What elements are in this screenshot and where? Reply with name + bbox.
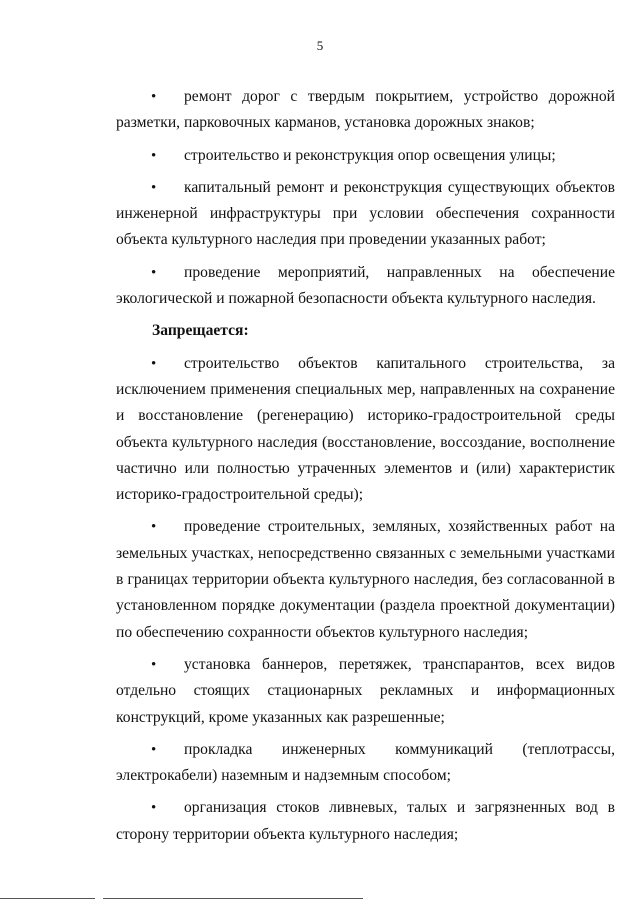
list-item [116,260,615,313]
list-item [116,737,615,790]
list-item [116,175,615,254]
list-item [116,514,615,645]
list-item [116,143,615,169]
list-item-text: проведение мероприятий, направленных на обеспечение экологической и пожарной безопасности объекта культурного наследия. [116,263,615,308]
list-item [116,795,615,848]
rule-segment [0,898,95,899]
list-item [116,652,615,731]
bullet-icon: • [151,179,157,196]
section-heading-prohibited: Запрещается: [152,322,249,340]
list-item-text: ремонт дорог с твердым покрытием, устройство дорожной разметки, парковочных карманов, установка дорожных знаков; [116,88,615,132]
bullet-icon: • [151,264,157,281]
list-item-text: строительство и реконструкция опор освещения улицы; [184,146,556,164]
list-item [116,351,615,509]
list-item-text: строительство объектов капитального строительства, за исключением применения специальных мер, направленных на сохранение и восстановление (регенерацию) историко-градостроительной среды объекта культурного наследия (восстановление, воссоздание, восполнение частично или полностью утраченных элементов и (или) характеристик историко-градостроительной среды); [116,354,615,504]
bullet-icon: • [151,355,157,372]
bullet-icon: • [151,89,157,105]
page-bottom-rule [0,898,640,899]
list-item-text: капитальный ремонт и реконструкция существующих объектов инженерной инфраструктуры при условии обеспечения сохранности объекта культурного наследия при проведении указанных работ; [116,178,615,249]
list-item-text: прокладка инженерных коммуникаций (теплотрассы, электрокабели) наземным и надземным способом; [116,740,615,785]
bullet-icon: • [151,800,157,817]
document-body [116,84,615,854]
list-item-text: проведение строительных, земляных, хозяйственных работ на земельных участках, непосредственно связанных с земельными участками в границах территории объекта культурного наследия, без согласованной в установленном порядке документации (раздела проектной документации) по обеспечению сохранности объектов культурного наследия; [116,518,615,641]
list-item-text: установка баннеров, перетяжек, транспарантов, всех видов отдельно стоящих стационарных рекламных и информационных конструкций, кроме указанных как разрешенные; [116,655,615,726]
list-item [116,84,615,137]
bullet-icon: • [151,741,157,758]
page-number: 5 [316,38,324,53]
list-item-text: организация стоков ливневых, талых и загрязненных вод в сторону территории объекта культурного наследия; [116,799,615,843]
bullet-icon: • [151,656,157,673]
bullet-icon: • [151,147,157,164]
rule-segment [103,898,363,899]
rule-gap [95,898,103,899]
bullet-icon: • [151,519,157,536]
